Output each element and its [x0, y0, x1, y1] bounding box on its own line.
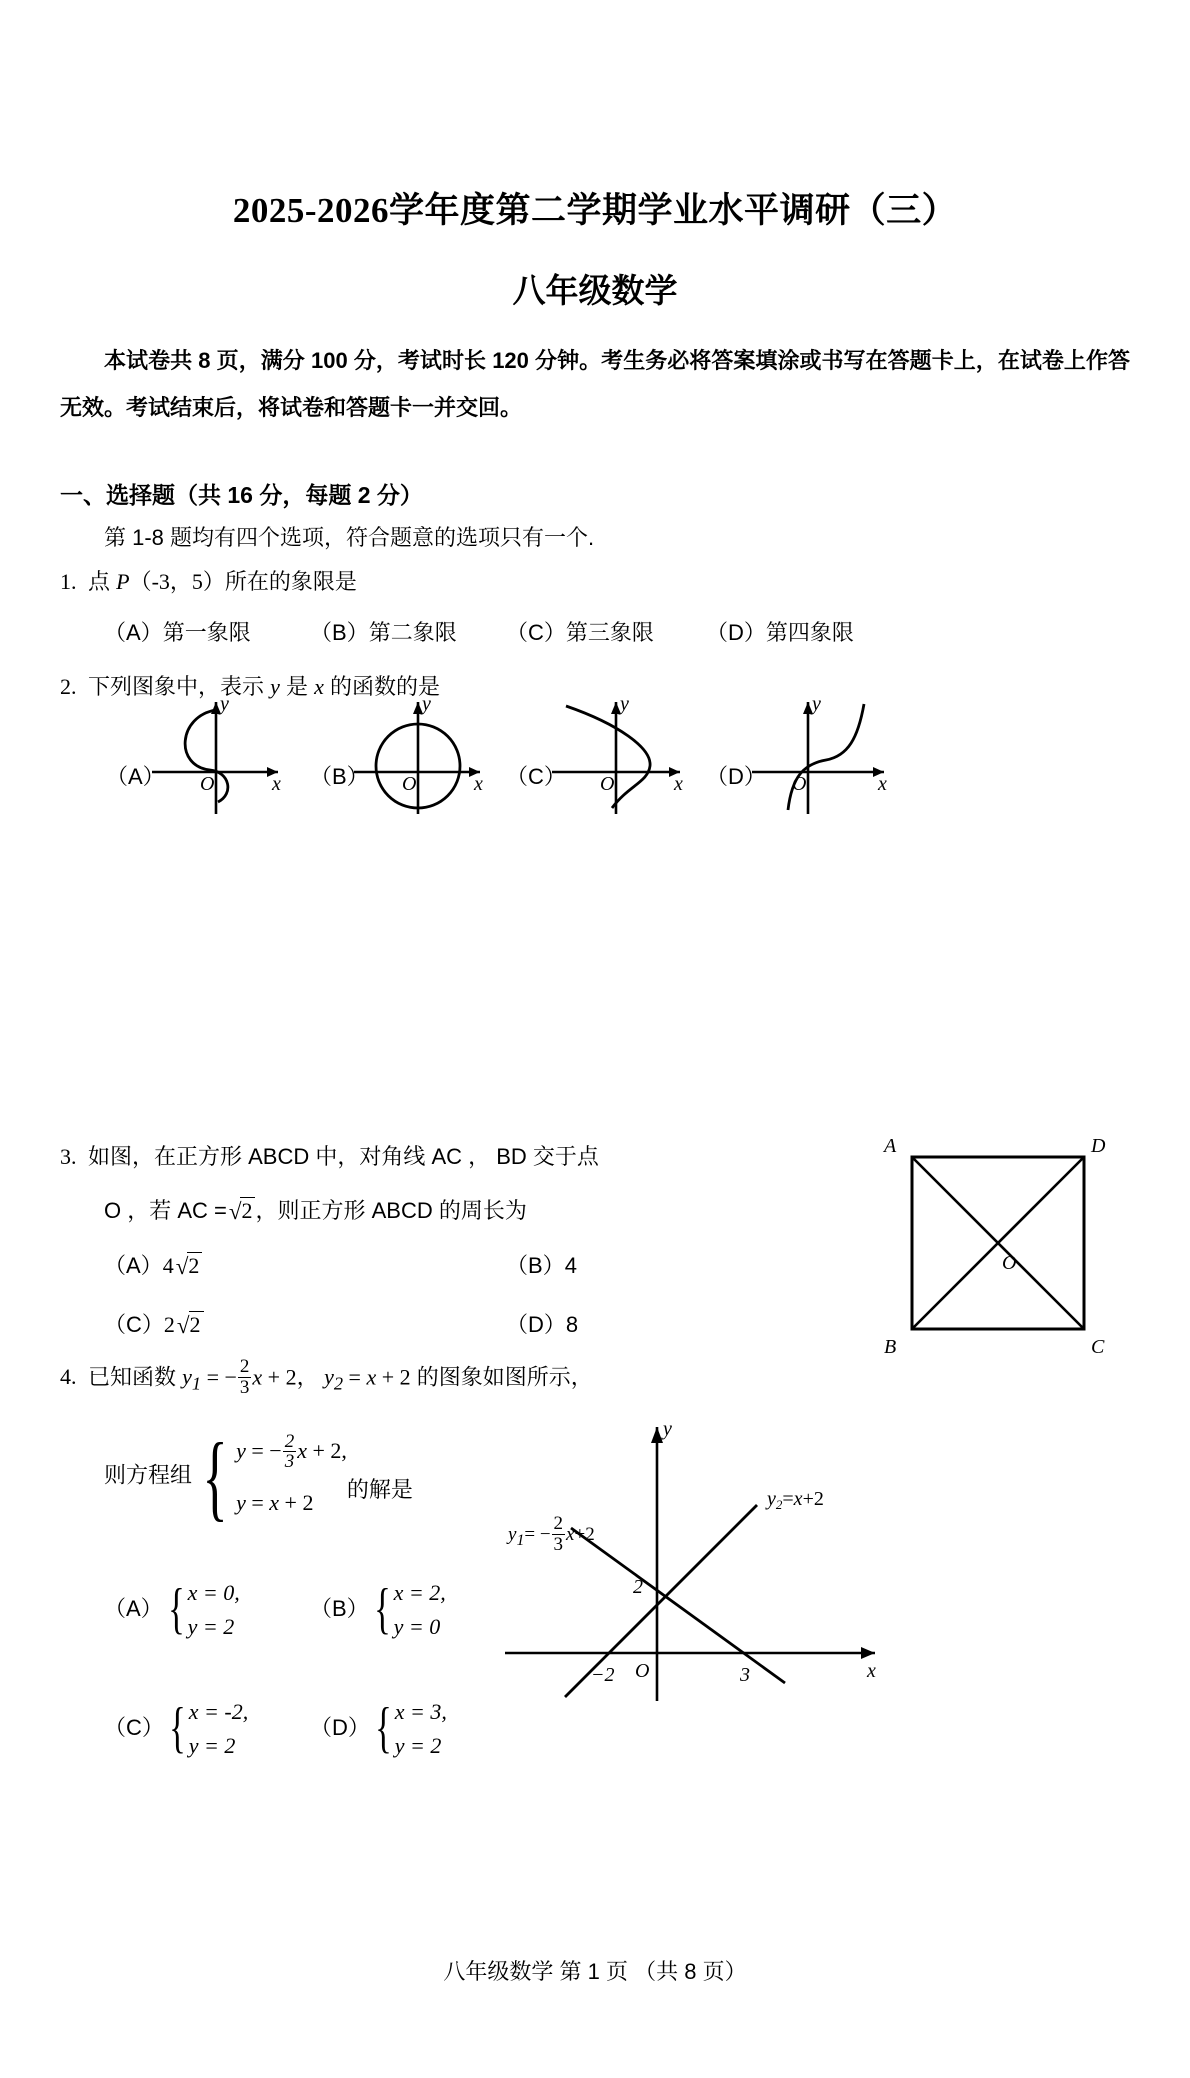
q4-option-d-x: x = 3, — [394, 1699, 447, 1724]
question-3-stem-line2 — [104, 1194, 527, 1225]
q3-option-a-tag: （A） — [104, 1253, 163, 1278]
q3-option-c-tag: （C） — [104, 1312, 164, 1337]
axis-label-x-a: x — [272, 773, 281, 795]
axis-label-x-d: x — [878, 773, 887, 795]
q4-option-c[interactable] — [104, 1695, 248, 1763]
q3-option-b[interactable] — [506, 1249, 577, 1280]
q2-graph-b — [350, 690, 495, 820]
q3-option-a[interactable]: （A）4√2 — [104, 1249, 202, 1280]
q4-option-d-system — [370, 1695, 447, 1763]
q4-option-a-tag: （A） — [104, 1595, 163, 1621]
axes-c — [552, 702, 680, 814]
q2-option-a-label: （A） — [106, 764, 165, 789]
q1-option-d-text: 第四象限 — [765, 620, 854, 645]
q1-stem-post: 所在的象限是 — [224, 569, 357, 594]
q2-var-y: y — [270, 674, 280, 699]
axis-label-x: x — [867, 1660, 876, 1682]
q4-option-d-y: y = 2 — [394, 1733, 442, 1759]
q4-option-b[interactable] — [310, 1576, 446, 1644]
left-brace-icon: { — [374, 1697, 392, 1760]
q4-stem-pre: 已知函数 — [88, 1364, 183, 1390]
q1-option-a-text: 第一象限 — [162, 620, 251, 645]
center-label-o: O — [1002, 1252, 1017, 1274]
q2-option-c-label: （C） — [506, 764, 566, 789]
q2-stem-mid: 是 — [279, 674, 315, 699]
q1-option-a[interactable] — [104, 616, 251, 647]
q1-option-d-tag: （D） — [706, 620, 766, 645]
q4-system-line — [104, 1423, 413, 1531]
vertex-label-d: D — [1091, 1135, 1106, 1157]
axis-label-y-d: y — [812, 693, 821, 715]
q3-square-figure — [860, 1125, 1106, 1358]
q4-option-c-system — [164, 1695, 248, 1763]
q4-option-c-x: x = -2, — [188, 1699, 249, 1724]
left-brace-icon: { — [168, 1697, 186, 1760]
axis-label-y: y — [663, 1418, 672, 1440]
q4-option-b-y: y = 0 — [393, 1614, 441, 1640]
q1-option-c-tag: （C） — [506, 620, 566, 645]
q2-stem-post: 的函数的是 — [323, 674, 441, 699]
question-1-stem — [60, 565, 357, 596]
q1-option-a-tag: （A） — [104, 620, 163, 645]
q3-line2-pre: O ，若 AC = — [104, 1198, 227, 1223]
q4-option-a-x: x = 0, — [187, 1580, 240, 1605]
exam-instructions: 本试卷共 8 页，满分 100 分，考试时长 120 分钟。考生务必将答案填涂或书写在答题卡上，在试卷上作答无效。考试结束后，将试卷和答题卡一并交回。 — [60, 348, 1130, 420]
q2-graph-c — [548, 690, 698, 820]
q4-stem-post: 的图象如图所示， — [410, 1364, 593, 1390]
q3-option-d-tag: （D） — [506, 1312, 566, 1337]
q1-option-c-text: 第三象限 — [565, 620, 654, 645]
axes-d — [752, 702, 884, 814]
left-brace-icon: { — [202, 1423, 228, 1531]
q4-option-b-x: x = 2, — [393, 1580, 446, 1605]
page-title: 2025-2026学年度第二学期学业水平调研（三） — [232, 191, 958, 230]
q2-graph-a — [148, 690, 293, 820]
q4-system-label-pre: 则方程组 — [104, 1462, 193, 1488]
section-heading: 一、选择题（共 16 分，每题 2 分） — [60, 482, 423, 508]
axis-label-x-b: x — [474, 773, 483, 795]
question-3-number: 3. — [60, 1144, 77, 1169]
q4-option-a[interactable] — [104, 1576, 240, 1644]
question-4-stem: 4. 已知函数 $y_1$ = − $\frac{2}{3}$ x + 2， $y_2 = x + 2$ 的图象如图所示， — [60, 1356, 593, 1398]
y-axis-arrow — [651, 1427, 663, 1443]
q1-option-b-tag: （B） — [310, 620, 369, 645]
q1-stem-pre: 点 — [88, 569, 117, 594]
q4-equation-system — [192, 1423, 347, 1531]
q1-option-d[interactable] — [706, 616, 854, 647]
line-y2-equation-label: $y_2=x+2$ — [767, 1488, 824, 1512]
line-y1-equation-label: $y_1=$ − $\frac{2}{3}$ x+2 — [508, 1513, 595, 1555]
q3-option-c[interactable]: （C）2√2 — [104, 1308, 204, 1339]
axes-b — [354, 702, 480, 814]
axis-label-x-c: x — [674, 773, 683, 795]
question-1-number: 1. — [60, 569, 77, 594]
q3-sqrt-two: √2 — [227, 1198, 256, 1224]
q2-option-d-label: （D） — [706, 764, 766, 789]
q4-option-a-y: y = 2 — [187, 1614, 235, 1640]
axes-a — [152, 702, 278, 814]
q2-graph-d — [748, 690, 903, 820]
q4-system-row-1: y = − $\frac{2}{3}$ x + 2, — [236, 1430, 347, 1473]
q2-option-b-label: （B） — [310, 764, 369, 789]
q1-point-coords: （-3，5） — [129, 569, 225, 594]
origin-label-b: O — [402, 773, 417, 795]
x-axis-arrow — [861, 1647, 875, 1659]
vertex-label-b: B — [884, 1336, 897, 1358]
q4-option-d[interactable] — [310, 1695, 447, 1763]
vertex-label-c: C — [1091, 1336, 1105, 1358]
question-2-number: 2. — [60, 674, 77, 699]
q4-option-c-y: y = 2 — [188, 1733, 236, 1759]
axis-label-y-c: y — [620, 693, 629, 715]
q3-line2-post: ，则正方形 ABCD 的周长为 — [255, 1198, 527, 1223]
q4-frac-two-thirds: $\frac{2}{3}$ — [239, 1356, 250, 1398]
page-footer: 八年级数学 第 1 页 （共 8 页） — [443, 1959, 747, 1984]
y-intercept-label: 2 — [633, 1576, 643, 1598]
q1-option-b-text: 第二象限 — [368, 620, 457, 645]
q3-option-c-sqrt: √2 — [175, 1312, 204, 1338]
q3-line1: 如图，在正方形 ABCD 中，对角线 AC ， BD 交于点 — [88, 1144, 599, 1169]
q4-option-a-system — [163, 1576, 240, 1644]
q2-stem-pre: 下列图象中，表示 — [88, 674, 271, 699]
q1-option-c[interactable] — [506, 616, 654, 647]
question-3-stem-line1 — [60, 1140, 599, 1171]
q4-system-row-2: y = x + 2 — [236, 1489, 314, 1515]
q2-var-x: x — [314, 674, 324, 699]
q1-point-var: P — [116, 569, 130, 594]
q4-option-c-tag: （C） — [104, 1714, 164, 1740]
axis-label-y-a: y — [220, 693, 229, 715]
q4-system-label-post: 的解是 — [346, 1476, 413, 1502]
left-brace-icon: { — [167, 1578, 185, 1641]
origin-label-c: O — [600, 773, 615, 795]
q3-option-b-text: 4 — [564, 1253, 577, 1278]
x-tick-left-label: −2 — [591, 1664, 615, 1686]
page-subtitle: 八年级数学 — [512, 274, 678, 310]
q3-option-d-text: 8 — [565, 1312, 579, 1337]
q4-option-b-tag: （B） — [310, 1595, 369, 1621]
question-4-number: 4. — [60, 1364, 77, 1390]
x-tick-right-label: 3 — [740, 1664, 750, 1686]
q3-option-a-sqrt: √2 — [174, 1253, 203, 1279]
q4-option-b-system — [369, 1576, 446, 1644]
q3-option-b-tag: （B） — [506, 1253, 565, 1278]
vertex-label-a: A — [884, 1135, 897, 1157]
q4-option-d-tag: （D） — [310, 1714, 370, 1740]
axis-label-y-b: y — [422, 693, 431, 715]
origin-label: O — [635, 1660, 650, 1682]
origin-label-a: O — [200, 773, 215, 795]
left-brace-icon: { — [373, 1578, 391, 1641]
q1-option-b[interactable] — [310, 616, 457, 647]
origin-label-d: O — [792, 773, 807, 795]
section-note: 第 1-8 题均有四个选项，符合题意的选项只有一个. — [104, 525, 595, 550]
q3-option-d[interactable] — [506, 1308, 578, 1339]
